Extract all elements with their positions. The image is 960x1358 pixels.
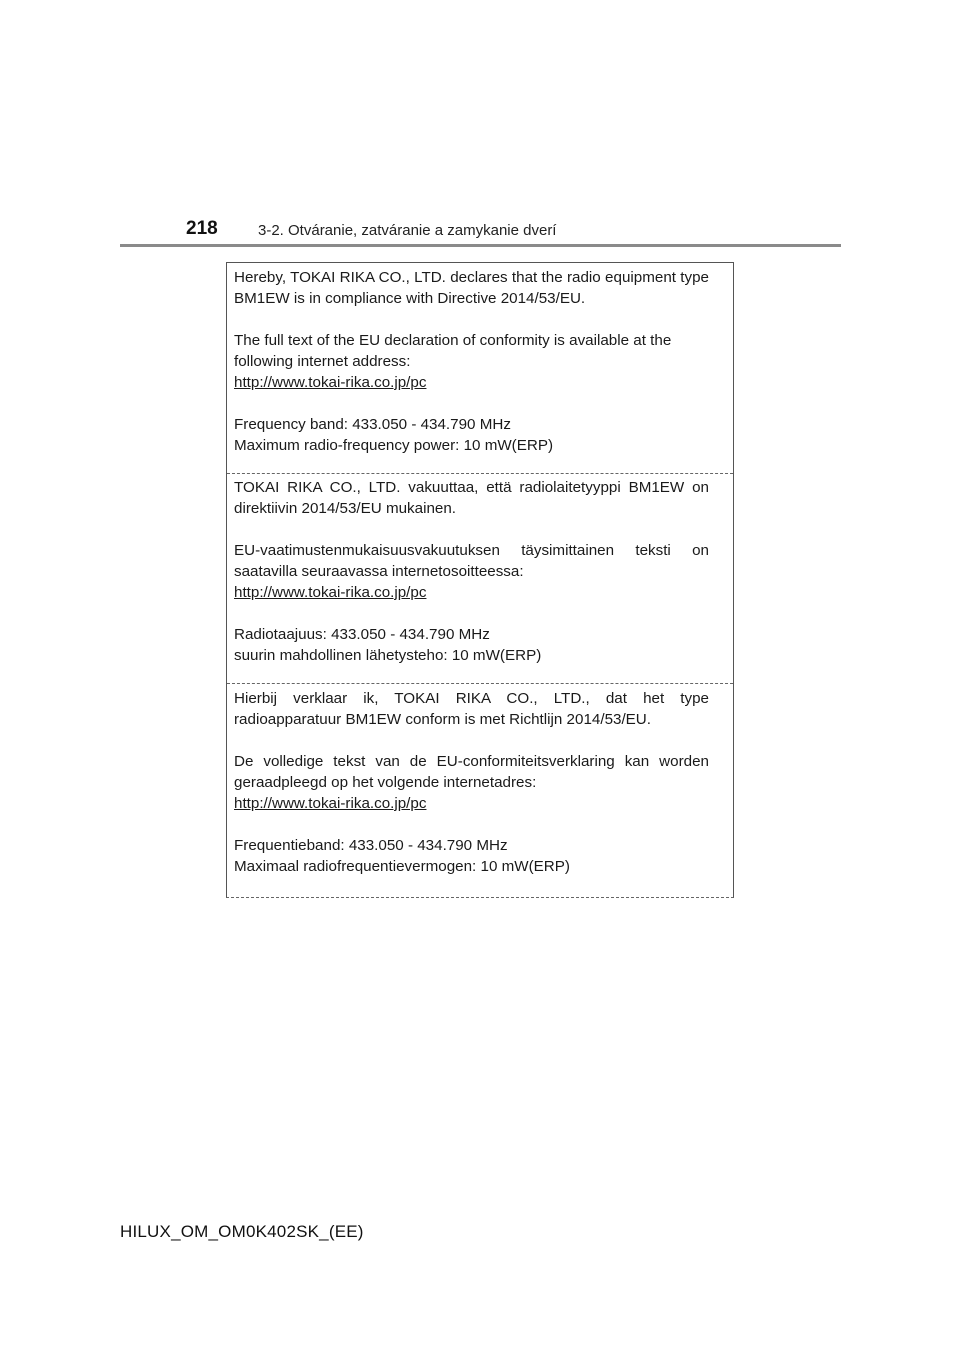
declaration-statement-line-1: TOKAI RIKA CO., LTD. vakuuttaa, että radiolaitetyyppi BM1EW on — [234, 479, 709, 496]
max-power: Maximaal radiofrequentievermogen: 10 mW(ERP) — [234, 858, 570, 875]
page-number: 218 — [186, 218, 218, 239]
full-text-notice-line-2: geraadpleegd op het volgende internetadres: — [234, 774, 537, 791]
header-rule — [120, 244, 841, 247]
section-title: 3-2. Otváranie, zatváranie a zamykanie dverí — [258, 222, 557, 239]
declaration-english — [227, 267, 733, 456]
declaration-box — [226, 262, 734, 898]
section-separator — [227, 473, 733, 474]
full-text-notice-line-1: EU-vaatimustenmukaisuusvakuutuksen täysimittainen teksti on — [234, 542, 709, 559]
frequency-band: Radiotaajuus: 433.050 - 434.790 MHz — [234, 626, 490, 643]
frequency-band: Frequency band: 433.050 - 434.790 MHz — [234, 416, 511, 433]
declaration-url-link[interactable]: http://www.tokai-rika.co.jp/pc — [234, 584, 427, 601]
full-text-notice-line-2: following internet address: — [234, 353, 411, 370]
declaration-url-link[interactable]: http://www.tokai-rika.co.jp/pc — [234, 795, 427, 812]
full-text-notice-line-1: The full text of the EU declaration of conformity is available at the — [234, 332, 672, 349]
declaration-statement-line-2: radioapparatuur BM1EW conform is met Richtlijn 2014/53/EU. — [234, 711, 651, 728]
declaration-dutch — [227, 688, 733, 877]
document-code: HILUX_OM_OM0K402SK_(EE) — [120, 1222, 364, 1241]
full-text-notice-line-1: De volledige tekst van de EU-conformiteitsverklaring kan worden — [234, 753, 709, 770]
declaration-finnish — [227, 477, 733, 666]
section-separator — [227, 683, 733, 684]
declaration-statement-line-2: BM1EW is in compliance with Directive 2014/53/EU. — [234, 290, 586, 307]
declaration-statement-line-2: direktiivin 2014/53/EU mukainen. — [234, 500, 457, 517]
declaration-url-link[interactable]: http://www.tokai-rika.co.jp/pc — [234, 374, 427, 391]
max-power: suurin mahdollinen lähetysteho: 10 mW(ERP) — [234, 647, 542, 664]
full-text-notice-line-2: saatavilla seuraavassa internetosoitteessa: — [234, 563, 524, 580]
declaration-statement-line-1: Hereby, TOKAI RIKA CO., LTD. declares that the radio equipment type — [234, 269, 709, 286]
declaration-statement-line-1: Hierbij verklaar ik, TOKAI RIKA CO., LTD., dat het type — [234, 690, 709, 707]
max-power: Maximum radio-frequency power: 10 mW(ERP) — [234, 437, 554, 454]
frequency-band: Frequentieband: 433.050 - 434.790 MHz — [234, 837, 508, 854]
